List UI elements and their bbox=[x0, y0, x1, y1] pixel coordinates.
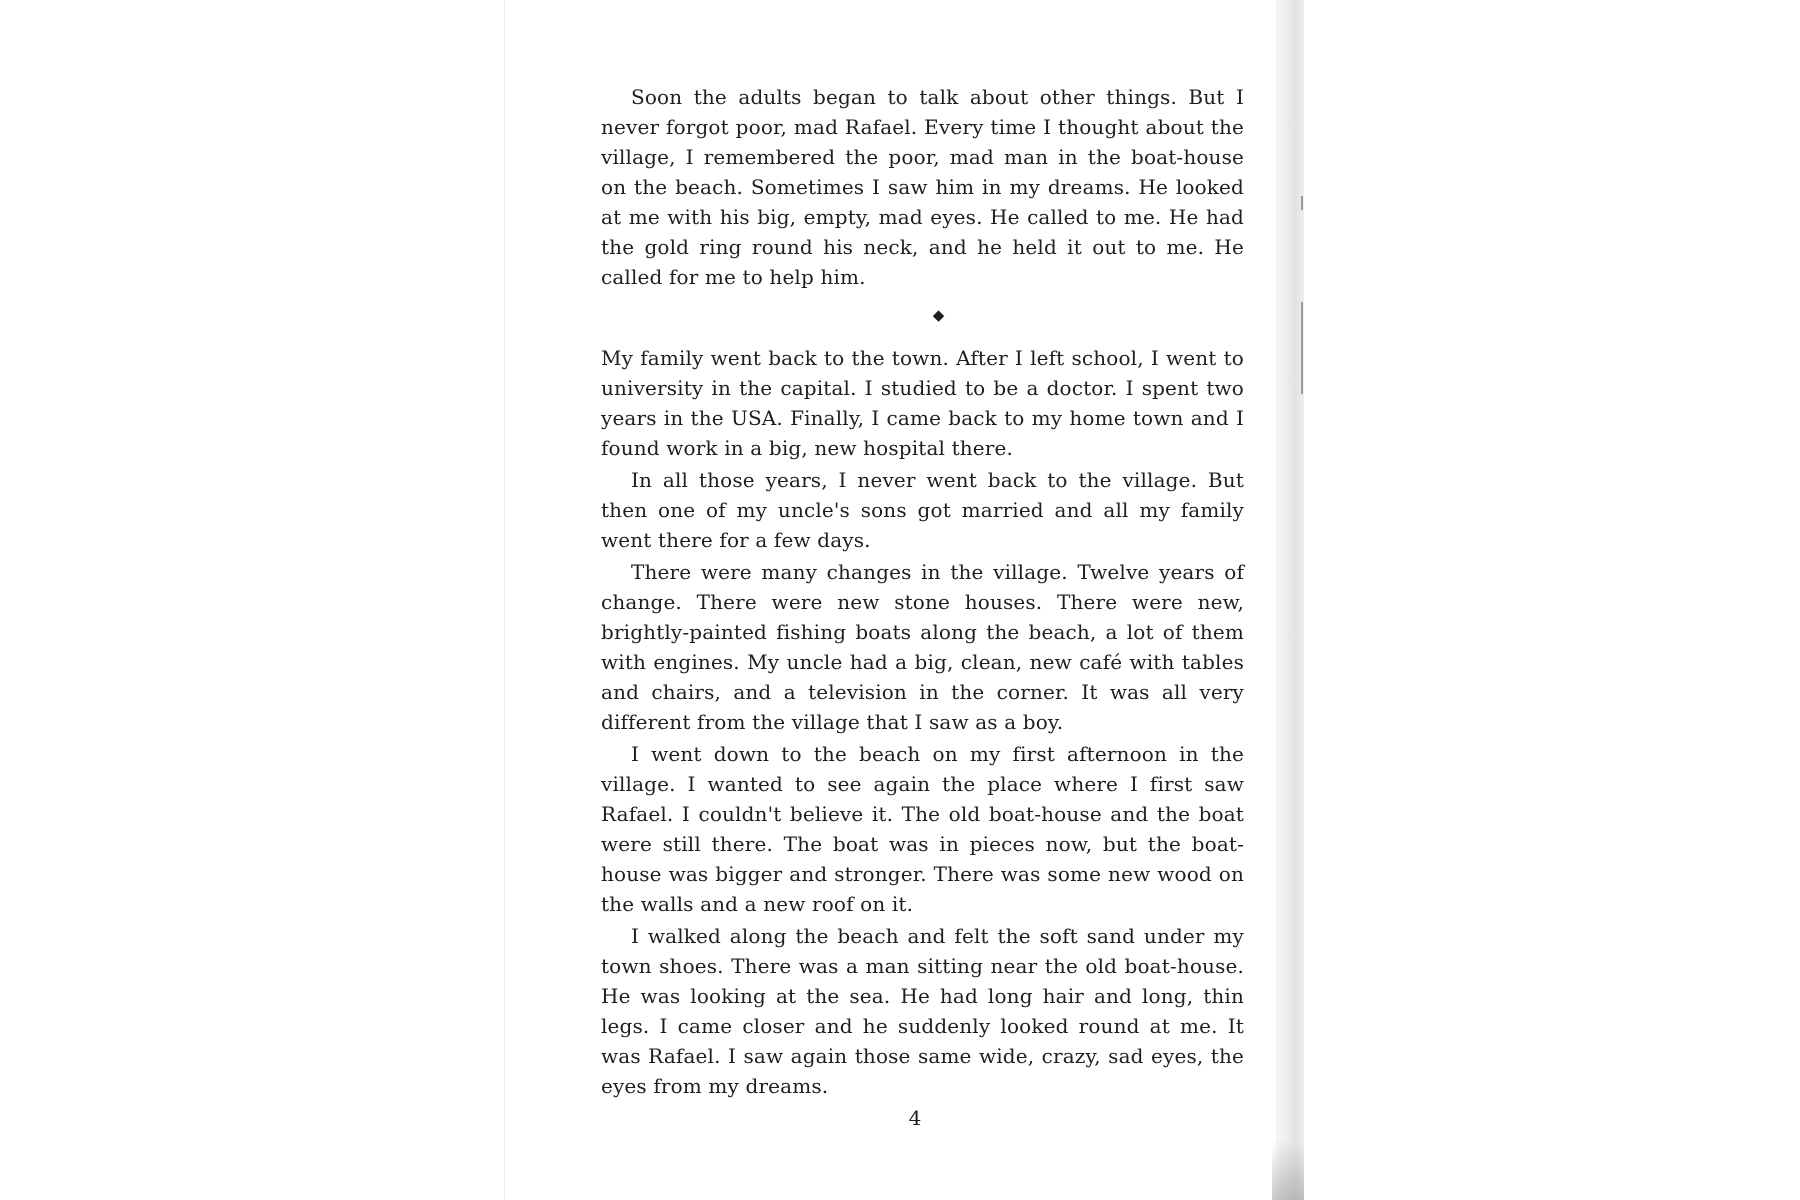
page-text-block bbox=[601, 82, 1244, 1101]
gutter-mark bbox=[1301, 302, 1303, 394]
paragraph: Soon the adults began to talk about other things. But I never forgot poor, mad Rafael. Every time I thought about the village, I remembered the poor, mad man in the boat-house on the beach. Sometimes I saw him in my dreams. He looked at me with his big, empty, mad eyes. He called to me. He had the gold ring round his neck, and he held it out to me. He called for me to help him. bbox=[601, 85, 1244, 289]
paragraph: There were many changes in the village. Twelve years of change. There were new stone houses. There were new, brightly-painted fishing boats along the beach, a lot of them with engines. My uncle had a big, clean, new café with tables and chairs, and a television in the corner. It was all very different from the village that I saw as a boy. bbox=[601, 560, 1244, 734]
paragraph: My family went back to the town. After I left school, I went to university in the capital. I studied to be a doctor. I spent two years in the USA. Finally, I came back to my home town and I found work in a big, new hospital there. bbox=[601, 346, 1244, 460]
paragraph: I went down to the beach on my first afternoon in the village. I wanted to see again the place where I first saw Rafael. I couldn't believe it. The old boat-house and the boat were still there. The boat was in pieces now, but the boat-house was bigger and stronger. There was some new wood on the walls and a new roof on it. bbox=[601, 742, 1244, 916]
paragraph: In all those years, I never went back to the village. But then one of my uncle's sons got married and all my family went there for a few days. bbox=[601, 468, 1244, 552]
page-number: 4 bbox=[908, 1106, 922, 1130]
page-gutter-shadow bbox=[1276, 0, 1304, 1200]
paragraph: I walked along the beach and felt the soft sand under my town shoes. There was a man sitting near the old boat-house. He was looking at the sea. He had long hair and long, thin legs. I came closer and he suddenly looked round at me. It was Rafael. I saw again those same wide, crazy, sad eyes, the eyes from my dreams. bbox=[601, 924, 1244, 1098]
scan-corner-shadow bbox=[1272, 1140, 1304, 1200]
section-break-diamond-icon: ◆ bbox=[932, 306, 945, 324]
gutter-mark bbox=[1301, 196, 1303, 210]
